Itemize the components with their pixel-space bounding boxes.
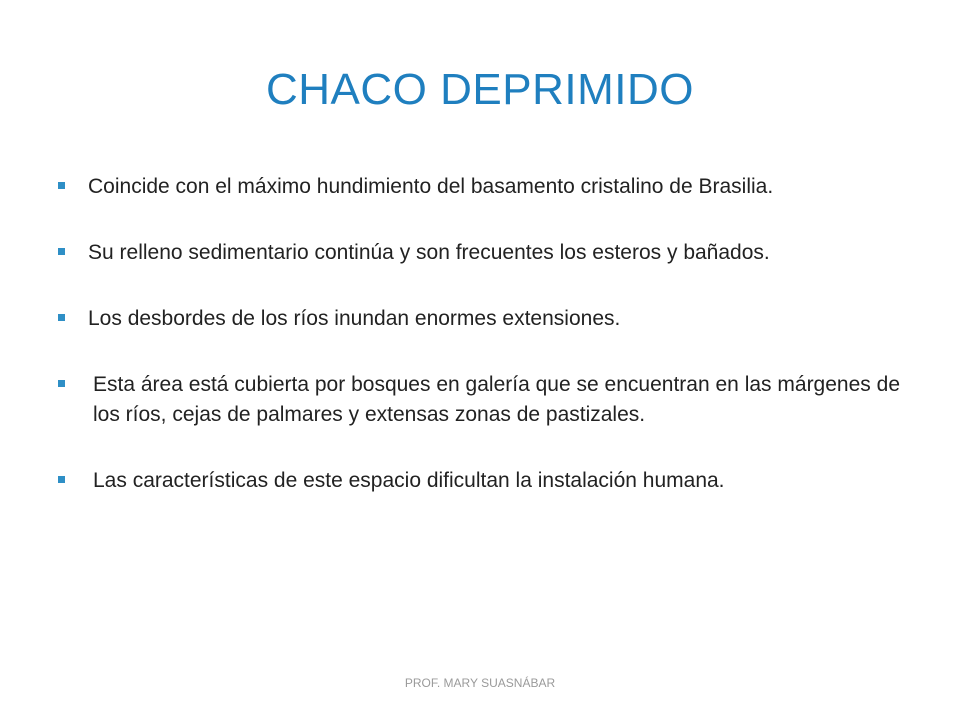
bullet-list xyxy=(56,172,900,532)
square-bullet-icon xyxy=(58,182,65,189)
square-bullet-icon xyxy=(58,314,65,321)
bullet-item xyxy=(56,466,900,496)
bullet-text: Los desbordes de los ríos inundan enormes extensiones. xyxy=(88,307,621,330)
slide-title: CHACO DEPRIMIDO xyxy=(266,65,694,114)
bullet-text: Esta área está cubierta por bosques en galería que se encuentran en las márgenes de los ríos, cejas de palmares y extensas zonas de pastizales. xyxy=(93,373,900,426)
square-bullet-icon xyxy=(58,476,65,483)
bullet-item xyxy=(56,370,900,430)
bullet-item xyxy=(56,238,900,268)
bullet-text: Coincide con el máximo hundimiento del basamento cristalino de Brasilia. xyxy=(88,175,774,198)
bullet-item xyxy=(56,304,900,334)
footer-author: PROF. MARY SUASNÁBAR xyxy=(404,676,556,690)
bullet-item xyxy=(56,172,900,202)
square-bullet-icon xyxy=(58,380,65,387)
bullet-text: Su relleno sedimentario continúa y son frecuentes los esteros y bañados. xyxy=(88,241,770,264)
square-bullet-icon xyxy=(58,248,65,255)
bullet-text: Las características de este espacio dificultan la instalación humana. xyxy=(93,469,725,492)
